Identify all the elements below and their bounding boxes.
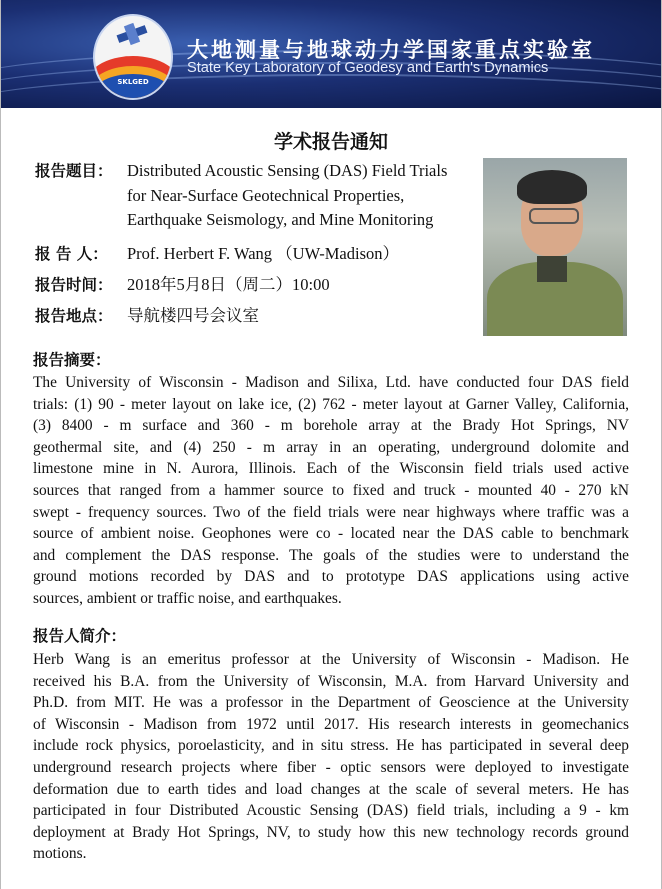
- topic-text: [127, 159, 447, 233]
- bio-line: received his B.A. from the University of Wisconsin, M.A. from Harvard University and: [33, 672, 629, 690]
- abstract-line: sources, ambient or traffic noise, and earthquakes.: [33, 589, 342, 607]
- bio-line: motions.: [33, 845, 87, 863]
- abstract-line: ground motions recorded by DAS and to prototype DAS applications using active: [33, 568, 629, 586]
- bio-line: Ph.D. from MIT. He was a professor in the Department of Geoscience at the University: [33, 694, 629, 712]
- abstract-line: trials: (1) 90 - meter layout on lake ice, (2) 762 - meter layout at Garner Valley, California,: [33, 395, 629, 413]
- topic-label: 报告题目：: [35, 162, 113, 180]
- logo-text: SKLGED: [117, 78, 149, 86]
- lab-name-cn: 大地测量与地球动力学国家重点实验室: [187, 38, 595, 62]
- abstract-line: source of ambient noise. Geophones were co - located near the DAS cable to benchmark: [33, 525, 629, 543]
- place-value: 导航楼四号会议室: [127, 306, 259, 325]
- abstract-line: sources that ranged from a hammer source to fixed and truck - mounted 40 - 270 kN: [33, 481, 629, 499]
- bio-line: participated in four Distributed Acoustic Sensing (DAS) field trials, including a 9 - km: [33, 802, 629, 820]
- abstract-line: swept - frequency sources. Two of the field trials were near highways where traffic was a: [33, 503, 629, 521]
- satellite-icon: [124, 23, 140, 45]
- topic-line: for Near-Surface Geotechnical Properties,: [127, 185, 405, 205]
- bio-line: underground research projects where fiber - optic sensors were deployed to investigate: [33, 758, 629, 776]
- bio-line: of Wisconsin - Madison from 1972 until 2017. His research interests in geomechanics: [33, 715, 629, 733]
- bio-line: deformation due to earth tides and load changes at the scale of several meters. He has: [33, 780, 629, 798]
- place-label: 报告地点：: [35, 307, 113, 325]
- bio-paragraph: [33, 649, 629, 865]
- notice-title: 学术报告通知: [273, 131, 388, 153]
- abstract-heading: 报告摘要：: [33, 351, 111, 369]
- bio-line: include rock physics, poroelasticity, and in situ stress. He has participated in several deep: [33, 737, 629, 755]
- speaker-photo: [483, 158, 627, 336]
- lab-logo: [93, 14, 173, 100]
- topic-line: Distributed Acoustic Sensing (DAS) Field Trials: [127, 161, 448, 180]
- abstract-line: and complement the DAS response. The goals of the studies were to understand the: [33, 546, 629, 564]
- bio-line: deployment at Brady Hot Springs, NV, to study how this new technology records ground: [33, 823, 629, 841]
- topic-line: Earthquake Seismology, and Mine Monitoring: [127, 210, 434, 229]
- bio-heading: 报告人简介：: [33, 627, 127, 645]
- abstract-line: The University of Wisconsin - Madison and Silixa, Ltd. have conducted four DAS field: [33, 374, 629, 391]
- lab-name-en: State Key Laboratory of Geodesy and Earth's Dynamics: [187, 60, 549, 76]
- abstract-line: (3) 8400 - m surface and 360 - m borehole array at the Brady Hot Springs, NV: [33, 417, 629, 435]
- header-banner: [1, 0, 661, 108]
- abstract-paragraph: [33, 372, 629, 610]
- abstract-line: limestone mine in N. Aurora, Illinois. Each of the Wisconsin field trials used active: [33, 460, 629, 478]
- speaker-label: 报 告 人：: [35, 245, 108, 263]
- time-value: 2018年5月8日（周二）10:00: [127, 275, 330, 294]
- bio-line: Herb Wang is an emeritus professor at the University of Wisconsin - Madison. He: [33, 651, 629, 668]
- speaker-value: Prof. Herbert F. Wang （UW-Madison）: [127, 244, 400, 263]
- abstract-line: geothermal site, and (4) 250 - m array in an operating, underground dolomite and: [33, 438, 629, 456]
- time-label: 报告时间：: [35, 276, 113, 294]
